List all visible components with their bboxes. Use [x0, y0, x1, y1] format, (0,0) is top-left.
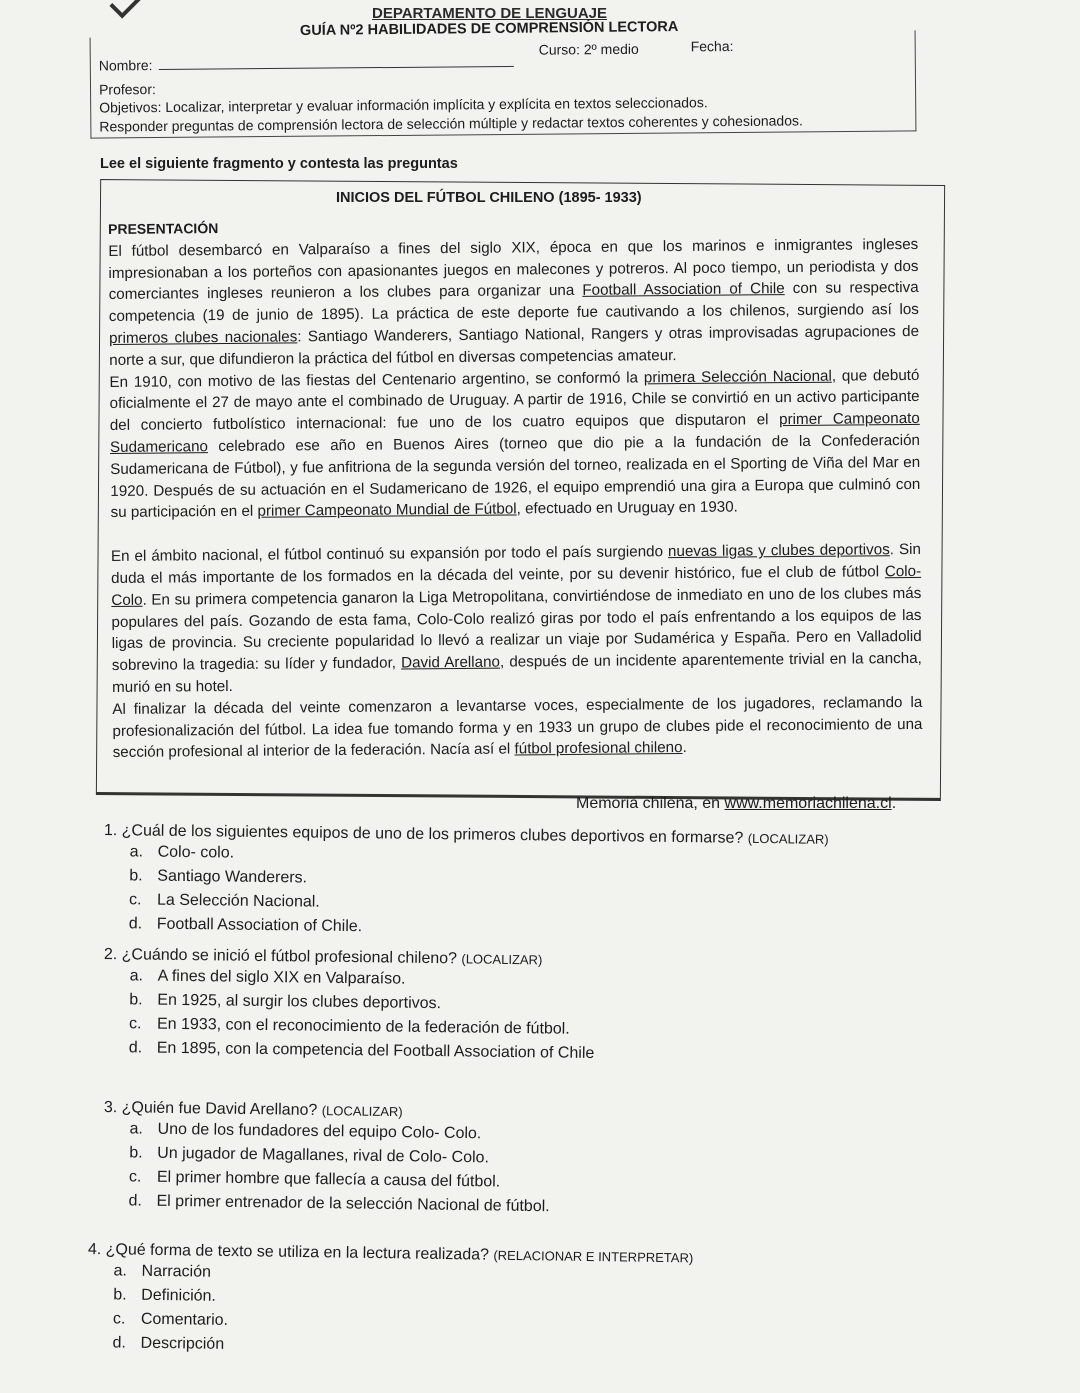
- underlined-phrase: David Arellano: [401, 653, 501, 672]
- option-text: En 1895, con la competencia del Football Association of Chile: [156, 1039, 595, 1062]
- option-text: Uno de los fundadores del equipo Colo- Colo.: [157, 1120, 482, 1143]
- option-letter: a.: [129, 843, 144, 861]
- option-text: El primer hombre que fallecía a causa del fútbol.: [156, 1168, 501, 1191]
- option-text: A fines del siglo XIX en Valparaíso.: [157, 967, 406, 988]
- underlined-phrase: fútbol profesional chileno: [514, 739, 683, 758]
- department-heading: DEPARTAMENTO DE LENGUAJE: [372, 5, 608, 22]
- source-citation: [576, 795, 896, 813]
- question-text: 2. ¿Cuándo se inició el fútbol profesional chileno?: [103, 946, 458, 968]
- option-letter: d.: [112, 1334, 127, 1352]
- option-letter: b.: [129, 867, 143, 885]
- paragraph: [109, 365, 920, 525]
- option-text: Un jugador de Magallanes, rival de Colo- Colo.: [157, 1144, 490, 1167]
- underlined-phrase: primer Campeonato Sudamericano: [109, 410, 920, 456]
- option-text: La Selección Nacional.: [156, 891, 320, 911]
- underlined-phrase: primera Selección Nacional: [643, 367, 832, 386]
- option-letter: c.: [128, 891, 142, 909]
- text-segment: con su respectiva competencia (19 de junio de 1895). La práctica de este deporte fue cautivando a los chilenos, surgiendo así los: [108, 279, 919, 326]
- answer-option[interactable]: [102, 1189, 549, 1219]
- option-letter: d.: [128, 915, 143, 933]
- instruction: Lee el siguiente fragmento y contesta las preguntas: [100, 156, 458, 172]
- option-text: Comentario.: [140, 1310, 229, 1329]
- skill-tag: (RELACIONAR E INTERPRETAR): [493, 1247, 694, 1266]
- section-heading: PRESENTACIÓN: [108, 220, 219, 237]
- option-letter: d.: [128, 1192, 143, 1210]
- option-letter: a.: [129, 1120, 144, 1138]
- skill-tag: (LOCALIZAR): [461, 951, 543, 968]
- name-line: [99, 54, 514, 74]
- source-link[interactable]: www.memoriachilena.cl: [724, 795, 892, 812]
- course-label: Curso: 2º medio: [538, 40, 639, 58]
- skill-tag: (LOCALIZAR): [747, 830, 829, 847]
- text-segment: . En su primera competencia ganaron la Liga Metropolitana, convirtiéndose de inmediato en uno de los clubes más populares del país. Gozando de esta fama, Colo-Colo realizó giras por todo el país enfrentando a los equipos de las ligas de provincia. Su creciente popularidad lo llevó a realizar un viaje por Sudamérica y España. Pero en Valladolid sobrevino la tragedia: su líder y fundador,: [111, 584, 922, 675]
- skill-tag: (LOCALIZAR): [321, 1103, 403, 1120]
- name-blank: [159, 66, 514, 70]
- question: [103, 946, 596, 1066]
- option-text: Colo- colo.: [157, 843, 235, 862]
- guide-title: GUÍA Nº2 HABILIDADES DE COMPRENSIÓN LECTORA: [299, 19, 679, 39]
- underlined-phrase: Colo-Colo: [111, 562, 922, 609]
- option-text: Descripción: [140, 1334, 225, 1353]
- text-segment: , después de un incidente aparentemente trivial en la cancha, murió en su hotel.: [112, 650, 922, 696]
- source-prefix: Memoria chilena, en: [576, 795, 725, 812]
- underlined-phrase: Football Association of Chile: [582, 280, 785, 300]
- underlined-phrase: nuevas ligas y clubes deportivos: [667, 541, 890, 561]
- source-suffix: .: [891, 795, 897, 812]
- paragraph: [111, 539, 922, 699]
- option-text: El primer entrenador de la selección Nacional de fútbol.: [156, 1192, 550, 1216]
- question: [103, 822, 829, 945]
- option-letter: c.: [112, 1310, 126, 1328]
- passage-body: [108, 212, 923, 764]
- question-text: 4. ¿Qué forma de texto se utiliza en la lectura realizada?: [87, 1241, 490, 1264]
- option-letter: a.: [113, 1262, 128, 1280]
- text-segment: . Sin duda el más importante de los formados en la década del veinte, por su devenir histórico, fue el club de fútbol: [111, 541, 922, 587]
- objectives-line-1: Objetivos: Localizar, interpretar y evaluar información implícita y explícita en textos seleccionados.: [99, 94, 708, 116]
- paragraph: [112, 692, 923, 764]
- question: [86, 1241, 693, 1363]
- option-letter: c.: [128, 1168, 142, 1186]
- text-segment: .: [682, 739, 687, 757]
- text-segment: Al finalizar la década del veinte comenzaron a levantarse voces, especialmente de los jugadores, reclamando la profesionalización del fútbol. La idea fue tomando forma y en 1933 un grupo de clubes pide el reconocimiento de una sección profesional al interior de la federación. Nacía así el: [112, 693, 923, 762]
- date-label: Fecha:: [690, 37, 734, 55]
- teacher-label: Profesor:: [98, 81, 156, 98]
- name-label: Nombre:: [98, 57, 153, 74]
- objectives-line-2: Responder preguntas de comprensión lectora de selección múltiple y redactar textos coherentes y cohesionados.: [99, 112, 803, 135]
- paragraph: [108, 234, 919, 372]
- question-text: 3. ¿Quién fue David Arellano?: [103, 1099, 318, 1119]
- option-text: En 1933, con el reconocimiento de la federación de fútbol.: [156, 1015, 570, 1038]
- question-text: 1. ¿Cuál de los siguientes equipos de uno de los primeros clubes deportivos en formarse?: [103, 822, 744, 847]
- text-segment: En 1910, con motivo de las fiestas del Centenario argentino, se conformó la: [109, 368, 644, 391]
- option-letter: b.: [129, 1144, 143, 1162]
- option-text: Santiago Wanderers.: [157, 867, 308, 887]
- underlined-phrase: primeros clubes nacionales: [108, 328, 298, 347]
- option-letter: a.: [129, 967, 144, 985]
- underlined-phrase: primer Campeonato Mundial de Fútbol: [257, 500, 517, 521]
- option-text: En 1925, al surgir los clubes deportivos.: [157, 991, 442, 1013]
- passage-title: INICIOS DEL FÚTBOL CHILENO (1895- 1933): [336, 190, 642, 206]
- option-text: Definición.: [141, 1286, 217, 1305]
- option-text: Narración: [141, 1262, 212, 1281]
- text-segment: : Santiago Wanderers, Santiago National, Rangers y otras improvisadas agrupaciones de norte a sur, que difundieron la práctica del fútbol en diversas competencias amateur.: [109, 322, 920, 369]
- option-letter: c.: [128, 1015, 142, 1033]
- option-letter: b.: [129, 991, 143, 1009]
- answer-option[interactable]: [103, 1036, 595, 1066]
- option-letter: d.: [128, 1039, 143, 1057]
- text-segment: El fútbol desembarcó en Valparaíso a fines del siglo XIX, época en que los marinos e inmigrantes ingleses impresionaban a los porteños con apasionantes juegos en malecones y potreros. Al poco tiempo, un periodista y dos comerciantes ingleses reunieron a los clubes para organizar una: [108, 235, 919, 304]
- option-text: Football Association of Chile.: [156, 915, 363, 936]
- text-segment: , efectuado en Uruguay en 1930.: [516, 498, 738, 518]
- text-segment: En el ámbito nacional, el fútbol continuó su expansión por todo el país surgiendo: [110, 543, 669, 566]
- text-segment: celebrado ese año en Buenos Aires (torneo que dio pie a la fundación de la Confederación Sudamericana de Fútbol), y fue anfitriona de la segunda versión del torneo, realizada en el Sporting de Viña del Mar en 1920. Después de su actuación en el Sudamericano de 1926, el equipo emprendió una gira a Europa que culminó con su participación en el: [110, 431, 921, 522]
- header-box: [90, 30, 917, 138]
- option-letter: b.: [113, 1286, 127, 1304]
- school-logo-icon: [109, 0, 140, 19]
- text-segment: , que debutó oficialmente el 27 de mayo ante el combinado de Uruguay. A partir de 1916, Chile se convirtió en un activo participante del concierto futbolístico internacional: fue uno de los cuatro equipos que disputaron el: [109, 366, 920, 435]
- question: [102, 1099, 551, 1219]
